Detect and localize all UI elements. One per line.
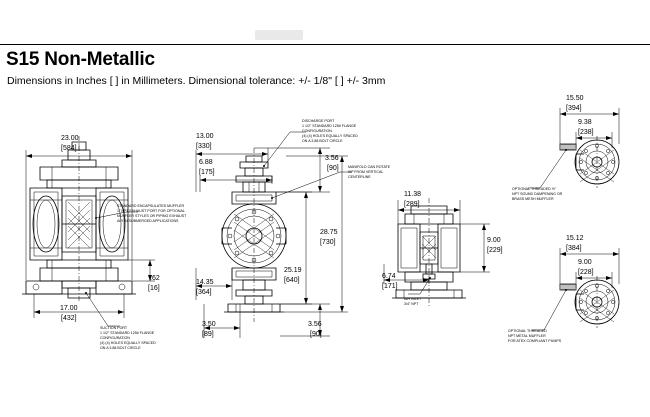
dimension-value: 15.12 xyxy=(566,235,584,242)
callout-line: CONFIGURATION xyxy=(100,336,130,340)
callout-line: SUCTION PORT xyxy=(100,326,128,330)
dimension-unit: [394] xyxy=(566,105,582,112)
suction-port-callout xyxy=(85,292,156,350)
dimension-unit: [330] xyxy=(196,143,212,150)
callout-line: ON A 3.88 BOLT CIRCLE xyxy=(100,346,141,350)
dimension-unit: [228] xyxy=(578,269,594,276)
callout-line: MUFFLER STYLES OR PIPING EXHAUST xyxy=(117,214,187,218)
dimension-value: 9.38 xyxy=(578,119,592,126)
dimension-value: 25.19 xyxy=(284,267,302,274)
dimension-value: 3.56 xyxy=(325,155,339,162)
optional-atex-muffler-callout xyxy=(508,289,567,343)
top-port-detail-view xyxy=(560,136,619,188)
technical-drawing xyxy=(0,88,650,417)
dimension-unit: [364] xyxy=(196,289,212,296)
callout-line: OPTIONAL THREADED xyxy=(508,329,547,333)
dimension-unit: [90] xyxy=(327,165,339,172)
callout-line: 90º FROM VERTICAL xyxy=(348,170,384,174)
callout-line: 1 1/2" STANDARD 125# FLANGE xyxy=(302,124,357,128)
callout-line: 1 1/2" STANDARD 125# FLANGE xyxy=(100,331,155,335)
top-detail-dimensions xyxy=(560,95,619,148)
callout-line: (4) (4) HOLES EQUALLY SPACED xyxy=(100,341,156,345)
dimension-value: 3.56 xyxy=(308,321,322,328)
optional-sound-dampening-callout xyxy=(512,149,567,201)
callout-line: CENTERLINE xyxy=(348,175,371,179)
callout-line: 3/4" NPT xyxy=(404,302,419,306)
muffler-exhaust-callout xyxy=(95,204,187,223)
callout-line: STANDARD ENCAPSULATED MUFFLER xyxy=(117,204,185,208)
callout-line: CONFIGURATION xyxy=(302,129,332,133)
callout-line: AIR IN SUBMERGED APPLICATIONS xyxy=(117,219,179,223)
callout-line: DISCHARGE PORT xyxy=(302,119,335,123)
dimension-value: 9.00 xyxy=(487,237,501,244)
discharge-port-callout xyxy=(263,119,358,167)
callout-line: 1" NPT EXHAUST PORT FOR OPTIONAL xyxy=(117,209,185,213)
scan-artifact xyxy=(255,30,303,40)
air-inlet-callout xyxy=(404,277,431,306)
dimension-unit: [89] xyxy=(202,331,214,338)
dimension-unit: [16] xyxy=(148,285,160,292)
page-subtitle: Dimensions in Inches [ ] in Millimeters. Dimensional tolerance: +/- 1/8" [ ] +/- 3mm xyxy=(7,75,386,87)
dimension-value: 14.35 xyxy=(196,279,214,286)
side-elevation-view xyxy=(222,148,286,322)
dimension-value: 13.00 xyxy=(196,133,214,140)
dimension-value: .62 xyxy=(150,275,160,282)
dimension-unit: [238] xyxy=(578,129,594,136)
bottom-detail-dimensions xyxy=(560,235,619,288)
bottom-port-detail-view xyxy=(560,276,619,328)
dimension-unit: [640] xyxy=(284,277,300,284)
dimension-value: 17.00 xyxy=(60,305,78,312)
dimension-value: 23.00 xyxy=(61,135,79,142)
dimension-unit: [171] xyxy=(382,283,398,290)
dimension-unit: [730] xyxy=(320,239,336,246)
dimension-unit: [289] xyxy=(404,201,420,208)
dimension-unit: [584] xyxy=(61,145,77,152)
dimension-value: 3.50 xyxy=(202,321,216,328)
dimension-unit: [384] xyxy=(566,245,582,252)
callout-line: BRASS MESH MUFFLER xyxy=(512,197,554,201)
callout-line: NPT SOUND DAMPENING OR xyxy=(512,192,563,196)
callout-line: NPT METAL MUFFLER xyxy=(508,334,546,338)
header-rule xyxy=(0,44,650,45)
callout-line: AIR INLET xyxy=(404,297,422,301)
callout-line: (4) (4) HOLES EQUALLY SPACED xyxy=(302,134,358,138)
dimension-value: 15.50 xyxy=(566,95,584,102)
callout-line: ON A 3.88 BOLT CIRCLE xyxy=(302,139,343,143)
callout-line: OPTIONAL THREADED ½" xyxy=(512,187,557,191)
dimension-unit: [229] xyxy=(487,247,503,254)
dimension-value: 28.75 xyxy=(320,229,338,236)
dimension-unit: [175] xyxy=(199,169,215,176)
dimension-value: 6.74 xyxy=(382,273,396,280)
callout-line: MANIFOLD CAN ROTATE xyxy=(348,165,391,169)
dimension-value: 9.00 xyxy=(578,259,592,266)
dimension-value: 6.88 xyxy=(199,159,213,166)
dimension-unit: [432] xyxy=(61,315,77,322)
callout-line: FOR ATEX COMPLIANT PUMPS xyxy=(508,339,562,343)
page-title: S15 Non-Metallic xyxy=(6,49,155,70)
rear-elevation-view xyxy=(392,198,466,306)
dimension-value: 11.38 xyxy=(404,191,421,198)
dimension-unit: [90] xyxy=(310,331,322,338)
